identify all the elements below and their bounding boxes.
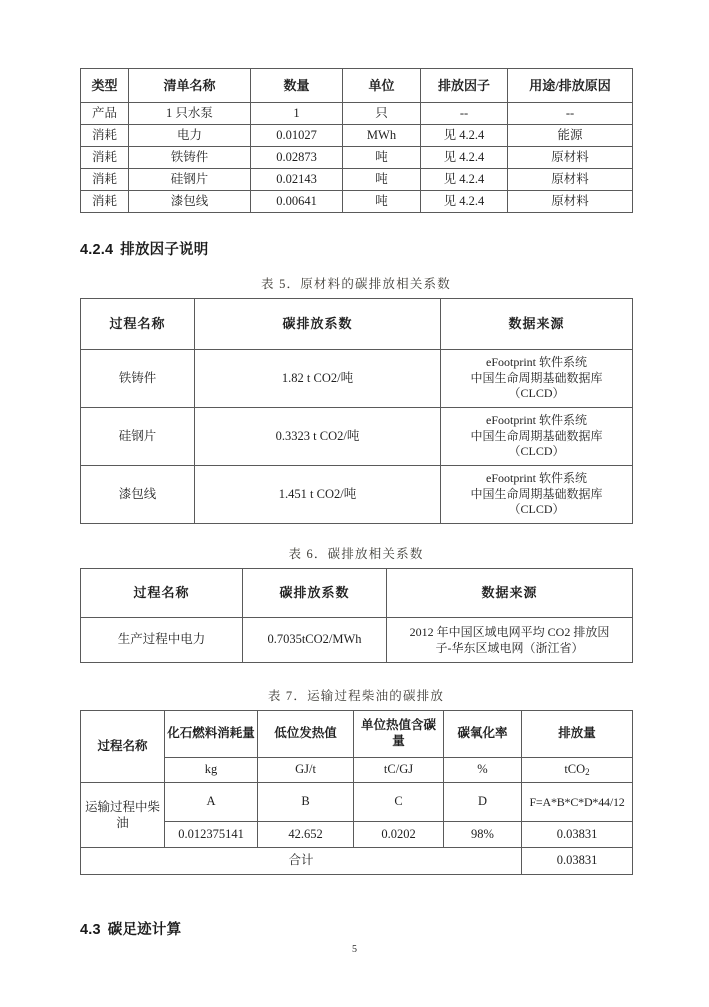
cell-data-source (441, 408, 633, 466)
table-header-row (81, 69, 633, 103)
column-header-emissions: 排放量 (522, 711, 633, 758)
cell-emission-factor: -- (421, 103, 508, 125)
caption-table-5: 表 5．原材料的碳排放相关系数 (261, 277, 451, 291)
section-heading-424 (80, 238, 208, 259)
cell-quantity: 0.00641 (251, 191, 343, 213)
variable-f-formula: F=A*B*C*D*44/12 (522, 783, 633, 822)
caption-table-7: 表 7．运输过程柴油的碳排放 (267, 689, 445, 703)
cell-process-name: 生产过程中电力 (81, 618, 243, 663)
source-line: 中国生命周期基础数据库 (470, 486, 603, 501)
column-header-data-source: 数据来源 (441, 299, 633, 350)
cell-item-name: 铁铸件 (129, 147, 251, 169)
column-header-type: 类型 (81, 69, 129, 103)
cell-quantity: 0.02143 (251, 169, 343, 191)
source-line: （CLCD） (508, 386, 565, 401)
source-line: （CLCD） (508, 502, 565, 517)
cell-carbon-factor: 0.7035tCO2/MWh (243, 618, 387, 663)
cell-purpose: -- (508, 103, 633, 125)
unit-lower-heating-value: GJ/t (258, 758, 354, 783)
variable-d: D (444, 783, 522, 822)
source-line: eFootprint 软件系统 (486, 412, 587, 427)
variable-c: C (354, 783, 444, 822)
column-header-process-name: 过程名称 (81, 299, 195, 350)
total-label: 合计 (81, 848, 522, 875)
value-fuel-consumption: 0.012375141 (165, 822, 258, 848)
table-row (81, 466, 633, 524)
materials-factor-table (80, 298, 633, 524)
column-header-process-name: 过程名称 (81, 569, 243, 618)
cell-item-name: 硅钢片 (129, 169, 251, 191)
cell-type: 消耗 (81, 125, 129, 147)
column-header-lower-heating-value: 低位发热值 (258, 711, 354, 758)
cell-type: 消耗 (81, 169, 129, 191)
column-header-oxidation-rate: 碳氧化率 (444, 711, 522, 758)
table-total-row (81, 848, 633, 875)
table-row (81, 147, 633, 169)
table-row (81, 125, 633, 147)
cell-type: 消耗 (81, 191, 129, 213)
source-line: eFootprint 软件系统 (486, 470, 587, 485)
cell-unit: MWh (343, 125, 421, 147)
cell-type: 产品 (81, 103, 129, 125)
inventory-table (80, 68, 633, 213)
total-value: 0.03831 (522, 848, 633, 875)
cell-process-name: 硅钢片 (81, 408, 195, 466)
unit-fuel-consumption: kg (165, 758, 258, 783)
table-header-row (81, 299, 633, 350)
source-line: 子-华东区域电网（浙江省） (435, 641, 584, 655)
table-row (81, 191, 633, 213)
cell-item-name: 电力 (129, 125, 251, 147)
unit-oxidation-rate: % (444, 758, 522, 783)
column-header-carbon-content: 单位热值含碳量 (354, 711, 444, 758)
section-title: 碳足迹计算 (107, 922, 182, 938)
section-number: 4.3 (80, 922, 101, 938)
value-carbon-content: 0.0202 (354, 822, 444, 848)
source-line: eFootprint 软件系统 (486, 354, 587, 369)
source-line: 中国生命周期基础数据库 (470, 370, 603, 385)
cell-quantity: 0.01027 (251, 125, 343, 147)
value-emissions: 0.03831 (522, 822, 633, 848)
cell-item-name: 1 只水泵 (129, 103, 251, 125)
cell-quantity: 0.02873 (251, 147, 343, 169)
cell-process-name: 漆包线 (81, 466, 195, 524)
cell-process-name: 铁铸件 (81, 350, 195, 408)
column-header-carbon-factor: 碳排放系数 (195, 299, 441, 350)
caption-table-6: 表 6．碳排放相关系数 (288, 547, 424, 561)
source-line: （CLCD） (508, 444, 565, 459)
table-row (81, 169, 633, 191)
electricity-factor-table (80, 568, 633, 663)
cell-carbon-factor: 1.451 t CO2/吨 (195, 466, 441, 524)
source-line: 2012 年中国区域电网平均 CO2 排放因 (409, 624, 610, 639)
column-header-data-source: 数据来源 (387, 569, 633, 618)
section-heading-43 (80, 918, 181, 939)
column-header-emission-factor: 排放因子 (421, 69, 508, 103)
value-lower-heating-value: 42.652 (258, 822, 354, 848)
table-header-row (81, 711, 633, 758)
cell-emission-factor: 见 4.2.4 (421, 125, 508, 147)
cell-quantity: 1 (251, 103, 343, 125)
cell-emission-factor: 见 4.2.4 (421, 191, 508, 213)
column-header-item-name: 清单名称 (129, 69, 251, 103)
variable-a: A (165, 783, 258, 822)
cell-data-source (441, 466, 633, 524)
cell-emission-factor: 见 4.2.4 (421, 147, 508, 169)
cell-purpose: 原材料 (508, 169, 633, 191)
cell-process-name: 运输过程中柴油 (81, 783, 165, 848)
cell-purpose: 能源 (508, 125, 633, 147)
source-line: 中国生命周期基础数据库 (470, 428, 603, 443)
cell-carbon-factor: 1.82 t CO2/吨 (195, 350, 441, 408)
value-oxidation-rate: 98% (444, 822, 522, 848)
table-row (81, 408, 633, 466)
cell-emission-factor: 见 4.2.4 (421, 169, 508, 191)
cell-purpose: 原材料 (508, 191, 633, 213)
table-header-row (81, 569, 633, 618)
unit-emissions: tCO$_2$ (522, 758, 633, 783)
cell-data-source (441, 350, 633, 408)
unit-carbon-content: tC/GJ (354, 758, 444, 783)
column-header-process-name: 过程名称 (81, 711, 165, 783)
column-header-unit: 单位 (343, 69, 421, 103)
cell-purpose: 原材料 (508, 147, 633, 169)
column-header-purpose: 用途/排放原因 (508, 69, 633, 103)
cell-data-source (387, 618, 633, 663)
table-variables-row (81, 783, 633, 822)
section-title: 排放因子说明 (120, 242, 209, 258)
cell-unit: 吨 (343, 147, 421, 169)
table-row (81, 350, 633, 408)
table-row (81, 618, 633, 663)
cell-item-name: 漆包线 (129, 191, 251, 213)
column-header-quantity: 数量 (251, 69, 343, 103)
cell-unit: 只 (343, 103, 421, 125)
table-row (81, 103, 633, 125)
column-header-carbon-factor: 碳排放系数 (243, 569, 387, 618)
cell-carbon-factor: 0.3323 t CO2/吨 (195, 408, 441, 466)
variable-b: B (258, 783, 354, 822)
cell-type: 消耗 (81, 147, 129, 169)
column-header-fuel-consumption: 化石燃料消耗量 (165, 711, 258, 758)
cell-unit: 吨 (343, 169, 421, 191)
cell-unit: 吨 (343, 191, 421, 213)
page-number: 5 (352, 944, 357, 955)
section-number: 4.2.4 (80, 242, 114, 258)
diesel-transport-table (80, 710, 633, 875)
